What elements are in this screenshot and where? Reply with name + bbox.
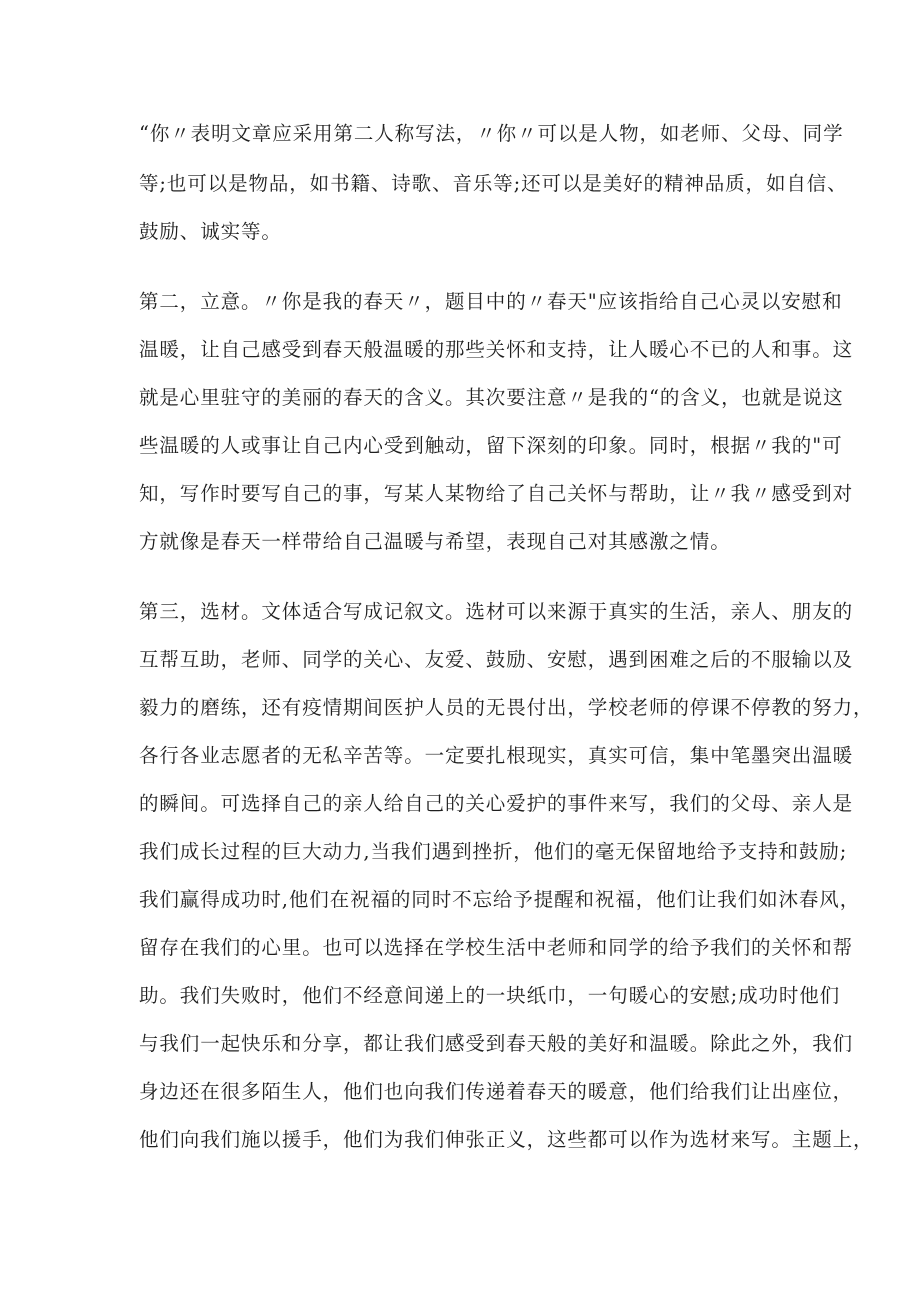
paragraph-3-line-10: 与我们一起快乐和分享，都让我们感受到春天般的美好和温暖。除此之外，我们 [139, 1032, 854, 1055]
paragraph-1-line-3: 鼓励、诚实等。 [139, 220, 282, 243]
paragraph-3-line-2: 互帮互助，老师、同学的关心、友爱、鼓励、安慰，遇到困难之后的不服输以及 [139, 648, 854, 671]
paragraph-3-line-1: 第三，选材。文体适合写成记叙文。选材可以来源于真实的生活，亲人、朋友的 [139, 600, 854, 623]
paragraph-3-line-3: 毅力的磨练，还有疫情期间医护人员的无畏付出，学校老师的停课不停教的努力， [139, 696, 874, 719]
paragraph-3-line-4: 各行各业志愿者的无私辛苦等。一定要扎根现实，真实可信，集中笔墨突出温暖 [139, 744, 854, 767]
paragraph-3-line-12: 他们向我们施以援手，他们为我们伸张正义，这些都可以作为选材来写。主题上， [139, 1128, 874, 1151]
paragraph-3-line-9: 助。我们失败时，他们不经意间递上的一块纸巾，一句暖心的安慰;成功时他们 [139, 984, 841, 1007]
paragraph-2-line-6: 方就像是春天一样带给自己温暖与希望，表现自己对其感激之情。 [139, 530, 731, 553]
paragraph-2-line-5: 知，写作时要写自己的事，写某人某物给了自己关怀与帮助，让〃我〃感受到对 [139, 482, 854, 505]
paragraph-2-line-3: 就是心里驻守的美丽的春天的含义。其次要注意〃是我的“的含义，也就是说这 [139, 386, 844, 409]
paragraph-3-line-5: 的瞬间。可选择自己的亲人给自己的关心爱护的事件来写，我们的父母、亲人是 [139, 792, 854, 815]
paragraph-1-line-1: “你〃表明文章应采用第二人称写法，〃你〃可以是人物，如老师、父母、同学 [139, 122, 844, 145]
paragraph-2-line-1: 第二，立意。〃你是我的春天〃，题目中的〃春天"应该指给自己心灵以安慰和 [139, 290, 843, 313]
paragraph-3-line-8: 留存在我们的心里。也可以选择在学校生活中老师和同学的给予我们的关怀和帮 [139, 936, 854, 959]
paragraph-3-line-6: 我们成长过程的巨大动力,当我们遇到挫折，他们的毫无保留地给予支持和鼓励; [139, 840, 848, 863]
paragraph-2-line-2: 温暖，让自己感受到春天般温暖的那些关怀和支持，让人暖心不已的人和事。这 [139, 338, 854, 361]
paragraph-3-line-7: 我们赢得成功时,他们在祝福的同时不忘给予提醒和祝福，他们让我们如沐春风， [139, 888, 861, 911]
paragraph-2-line-4: 些温暖的人或事让自己内心受到触动，留下深刻的印象。同时，根据〃我的"可 [139, 434, 843, 457]
paragraph-3-line-11: 身边还在很多陌生人，他们也向我们传递着春天的暖意，他们给我们让出座位， [139, 1080, 854, 1103]
paragraph-1-line-2: 等;也可以是物品，如书籍、诗歌、音乐等;还可以是美好的精神品质，如自信、 [139, 172, 848, 195]
